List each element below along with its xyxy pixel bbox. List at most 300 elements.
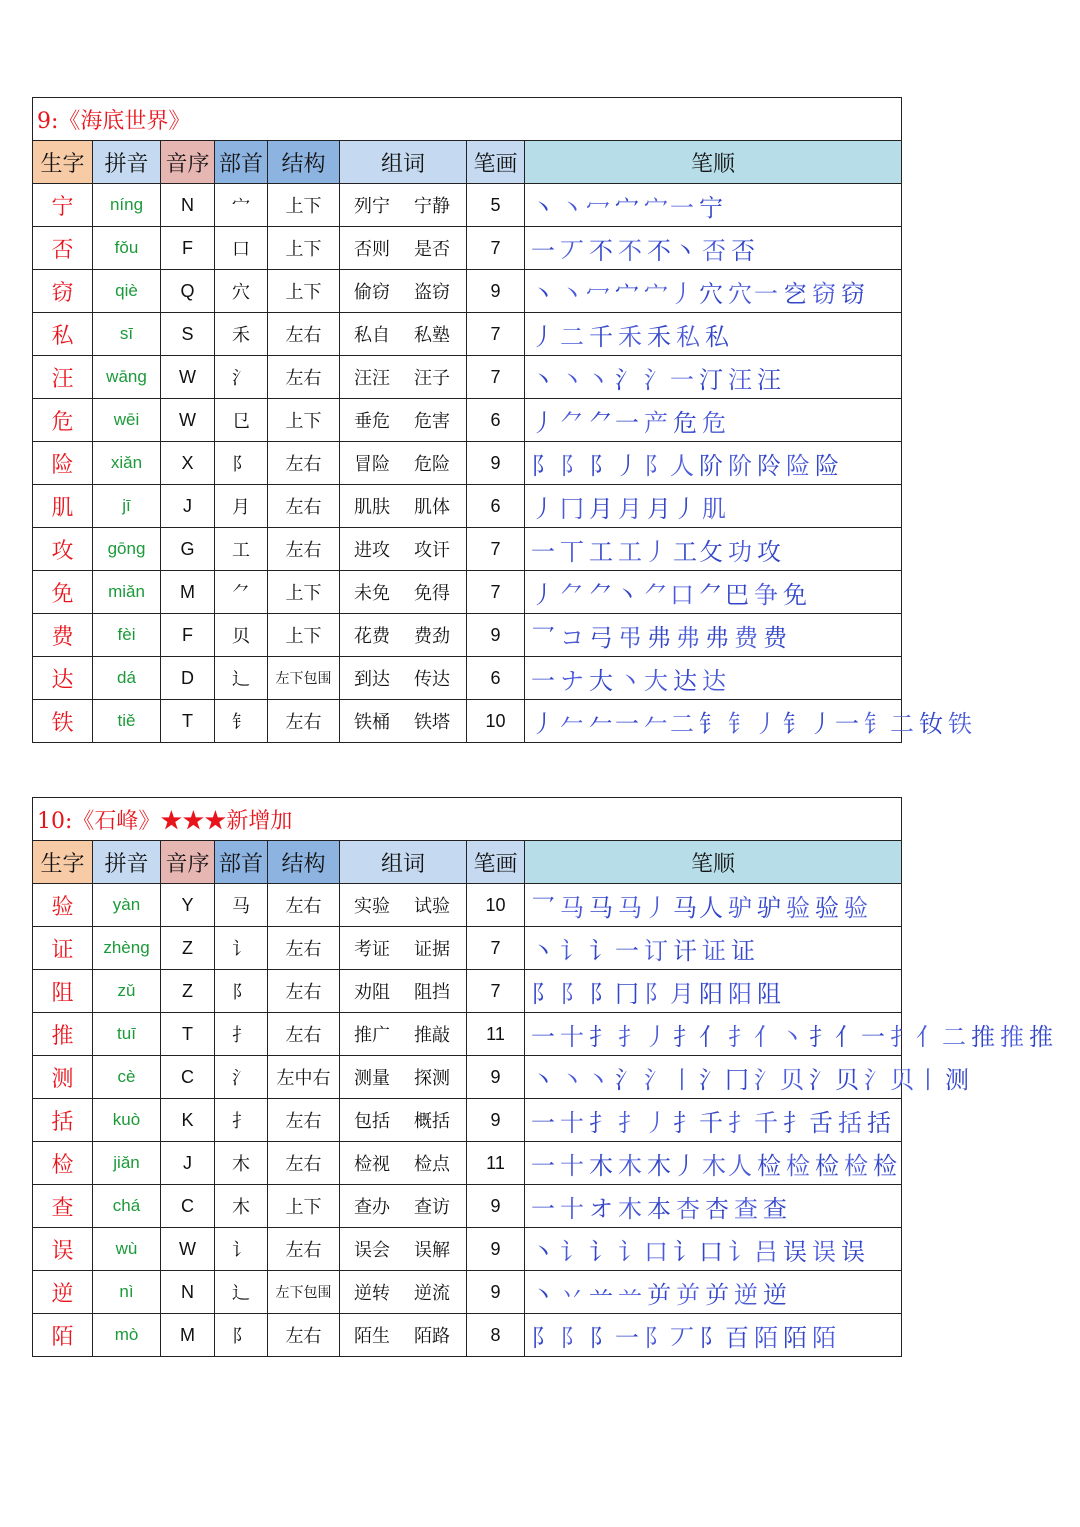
stroke-step: 私 bbox=[705, 322, 731, 351]
header-structure: 结构 bbox=[268, 841, 340, 884]
word-item: 汪汪 bbox=[354, 368, 390, 389]
stroke-step: 逆 bbox=[763, 1280, 789, 1309]
stroke-step: ⺈巴 bbox=[699, 580, 751, 609]
stroke-step: 杏 bbox=[676, 1194, 702, 1223]
word-item: 检视 bbox=[354, 1154, 390, 1175]
count-cell: 9 bbox=[467, 1099, 525, 1142]
stroke-step: 陌 bbox=[783, 1323, 809, 1352]
header-radical: 部首 bbox=[215, 141, 268, 184]
word-item: 偷窃 bbox=[354, 282, 390, 303]
stroke-step: 十 bbox=[560, 1151, 586, 1180]
stroke-step: 䒑 bbox=[618, 1280, 644, 1309]
words-cell bbox=[340, 1142, 467, 1185]
structure-cell: 左右 bbox=[268, 884, 340, 927]
radical-cell: 辶 bbox=[215, 657, 268, 700]
stroke-step: 丿 bbox=[531, 408, 557, 437]
count-cell: 11 bbox=[467, 1142, 525, 1185]
pinyin-cell: sī bbox=[93, 313, 161, 356]
stroke-step: 陌 bbox=[812, 1323, 838, 1352]
count-cell: 9 bbox=[467, 1185, 525, 1228]
pinyin-cell: tuī bbox=[93, 1013, 161, 1056]
stroke-step: 十 bbox=[560, 1022, 586, 1051]
structure-cell: 左右 bbox=[268, 1099, 340, 1142]
header-count: 笔画 bbox=[467, 841, 525, 884]
stroke-step: 推 bbox=[1029, 1022, 1055, 1051]
count-cell: 6 bbox=[467, 657, 525, 700]
stroke-step: 宁 bbox=[699, 193, 725, 222]
char-cell: 证 bbox=[33, 927, 93, 970]
stroke-step: 阝 bbox=[560, 451, 586, 480]
words-cell bbox=[340, 270, 467, 313]
table-row bbox=[33, 442, 902, 485]
count-cell: 8 bbox=[467, 1314, 525, 1357]
radical-cell: 宀 bbox=[215, 184, 268, 227]
stroke-order-cell bbox=[525, 528, 902, 571]
radical-cell: 月 bbox=[215, 485, 268, 528]
stroke-step: 扌亻一 bbox=[809, 1022, 887, 1051]
stroke-step: 陌 bbox=[754, 1323, 780, 1352]
stroke-step: 二 bbox=[560, 322, 586, 351]
stroke-step: 阝 bbox=[560, 1323, 586, 1352]
stroke-step: 一 bbox=[531, 236, 557, 265]
word-item: 推敲 bbox=[414, 1025, 450, 1046]
stroke-step: 铁 bbox=[948, 709, 974, 738]
stroke-step: 扌千 bbox=[728, 1108, 780, 1137]
char-cell: 检 bbox=[33, 1142, 93, 1185]
stroke-step: 阝 bbox=[560, 979, 586, 1008]
word-item: 费劲 bbox=[414, 626, 450, 647]
stroke-step: 钕 bbox=[919, 709, 945, 738]
header-words: 组词 bbox=[340, 841, 467, 884]
structure-cell: 上下 bbox=[268, 184, 340, 227]
radical-cell: 辶 bbox=[215, 1271, 268, 1314]
stroke-step: 穴 bbox=[699, 279, 725, 308]
structure-cell: 上下 bbox=[268, 399, 340, 442]
radical-cell: 木 bbox=[215, 1142, 268, 1185]
header-stroke-order: 笔顺 bbox=[525, 141, 902, 184]
count-cell: 7 bbox=[467, 313, 525, 356]
stroke-step: 讠吕 bbox=[728, 1237, 780, 1266]
stroke-step: 攻 bbox=[757, 537, 783, 566]
word-item: 考证 bbox=[354, 939, 390, 960]
count-cell: 7 bbox=[467, 970, 525, 1013]
stroke-step: 木 bbox=[618, 1194, 644, 1223]
order-cell: Z bbox=[161, 970, 215, 1013]
stroke-step: 丶冖 bbox=[560, 279, 612, 308]
stroke-step: 阻 bbox=[757, 979, 783, 1008]
order-cell: T bbox=[161, 1013, 215, 1056]
stroke-step: 丿 bbox=[531, 709, 557, 738]
radical-cell: 口 bbox=[215, 227, 268, 270]
stroke-step: 危 bbox=[673, 408, 699, 437]
word-item: 查访 bbox=[414, 1197, 450, 1218]
structure-cell: 左右 bbox=[268, 970, 340, 1013]
stroke-step: 逆 bbox=[734, 1280, 760, 1309]
stroke-step: 大 bbox=[589, 666, 615, 695]
header-order: 音序 bbox=[161, 841, 215, 884]
count-cell: 7 bbox=[467, 528, 525, 571]
order-cell: S bbox=[161, 313, 215, 356]
order-cell: W bbox=[161, 399, 215, 442]
radical-cell: 阝 bbox=[215, 1314, 268, 1357]
word-item: 探测 bbox=[414, 1068, 450, 1089]
word-item: 列宁 bbox=[354, 196, 390, 217]
stroke-step: 弗 bbox=[705, 623, 731, 652]
pinyin-cell: xiǎn bbox=[93, 442, 161, 485]
stroke-step: 氵贝 bbox=[754, 1065, 806, 1094]
word-item: 测量 bbox=[354, 1068, 390, 1089]
words-cell bbox=[340, 1099, 467, 1142]
stroke-step: 括 bbox=[838, 1108, 864, 1137]
order-cell: N bbox=[161, 1271, 215, 1314]
stroke-step: 扌亻 bbox=[673, 1022, 725, 1051]
count-cell: 10 bbox=[467, 884, 525, 927]
stroke-step: 否 bbox=[702, 236, 728, 265]
lesson-title: 10:《石峰》★★★新增加 bbox=[33, 798, 902, 841]
words-cell bbox=[340, 485, 467, 528]
stroke-step: 订 bbox=[644, 936, 670, 965]
header-stroke-order: 笔顺 bbox=[525, 841, 902, 884]
header-count: 笔画 bbox=[467, 141, 525, 184]
table-row bbox=[33, 970, 902, 1013]
word-item: 攻讦 bbox=[414, 540, 450, 561]
stroke-step: 费 bbox=[734, 623, 760, 652]
stroke-step: 误 bbox=[812, 1237, 838, 1266]
pinyin-cell: zhèng bbox=[93, 927, 161, 970]
stroke-step: ⺈ bbox=[560, 580, 586, 609]
words-cell bbox=[340, 399, 467, 442]
pinyin-cell: dá bbox=[93, 657, 161, 700]
stroke-step: 丿 bbox=[531, 322, 557, 351]
stroke-step: 穵 bbox=[783, 279, 809, 308]
word-item: 铁塔 bbox=[414, 712, 450, 733]
stroke-step: 驴 bbox=[728, 893, 754, 922]
stroke-step: 千 bbox=[589, 322, 615, 351]
table-row bbox=[33, 313, 902, 356]
stroke-step: 一 bbox=[531, 1151, 557, 1180]
stroke-step: 工丿 bbox=[618, 537, 670, 566]
stroke-step: ナ bbox=[560, 666, 586, 695]
count-cell: 9 bbox=[467, 442, 525, 485]
order-cell: W bbox=[161, 356, 215, 399]
stroke-order-cell bbox=[525, 1056, 971, 1099]
order-cell: G bbox=[161, 528, 215, 571]
stroke-step: 不丶 bbox=[647, 236, 699, 265]
order-cell: X bbox=[161, 442, 215, 485]
stroke-step: 氵贝丨 bbox=[864, 1065, 942, 1094]
stroke-step: 阝百 bbox=[699, 1323, 751, 1352]
char-cell: 私 bbox=[33, 313, 93, 356]
word-item: 盗窃 bbox=[414, 282, 450, 303]
stroke-step: 一 bbox=[531, 1194, 557, 1223]
stroke-step: 扌丿 bbox=[618, 1022, 670, 1051]
words-cell bbox=[340, 1228, 467, 1271]
words-cell bbox=[340, 700, 467, 743]
stroke-step: 工攵 bbox=[673, 537, 725, 566]
stroke-order-cell bbox=[525, 970, 902, 1013]
word-item: 陌路 bbox=[414, 1326, 450, 1347]
order-cell: J bbox=[161, 485, 215, 528]
stroke-step: 争 bbox=[754, 580, 780, 609]
word-item: 查办 bbox=[354, 1197, 390, 1218]
table-row bbox=[33, 927, 902, 970]
stroke-step: 𠂉二 bbox=[644, 709, 696, 738]
count-cell: 9 bbox=[467, 270, 525, 313]
header-char: 生字 bbox=[33, 141, 93, 184]
table-row bbox=[33, 485, 902, 528]
structure-cell: 上下 bbox=[268, 227, 340, 270]
stroke-step: 产 bbox=[644, 408, 670, 437]
stroke-step: 月丿 bbox=[647, 494, 699, 523]
words-cell bbox=[340, 1013, 467, 1056]
radical-cell: 贝 bbox=[215, 614, 268, 657]
stroke-step: 阝人 bbox=[644, 451, 696, 480]
stroke-step: 检 bbox=[873, 1151, 899, 1180]
stroke-step: 丶丶 bbox=[560, 365, 612, 394]
table-row bbox=[33, 1228, 902, 1271]
words-cell bbox=[340, 356, 467, 399]
order-cell: K bbox=[161, 1099, 215, 1142]
stroke-order-cell bbox=[525, 1314, 902, 1357]
pinyin-cell: wēi bbox=[93, 399, 161, 442]
structure-cell: 上下 bbox=[268, 270, 340, 313]
structure-cell: 左右 bbox=[268, 1013, 340, 1056]
table-row bbox=[33, 614, 902, 657]
word-item: 推广 bbox=[354, 1025, 390, 1046]
pinyin-cell: jiǎn bbox=[93, 1142, 161, 1185]
word-item: 垂危 bbox=[354, 411, 390, 432]
structure-cell: 左右 bbox=[268, 1142, 340, 1185]
order-cell: M bbox=[161, 571, 215, 614]
word-item: 到达 bbox=[354, 669, 390, 690]
char-cell: 宁 bbox=[33, 184, 93, 227]
stroke-step: 十 bbox=[560, 1194, 586, 1223]
header-structure: 结构 bbox=[268, 141, 340, 184]
radical-cell: 禾 bbox=[215, 313, 268, 356]
header-radical: 部首 bbox=[215, 841, 268, 884]
pinyin-cell: qiè bbox=[93, 270, 161, 313]
order-cell: Q bbox=[161, 270, 215, 313]
char-cell: 验 bbox=[33, 884, 93, 927]
structure-cell: 左下包围 bbox=[268, 657, 340, 700]
lesson-table-9 bbox=[32, 97, 974, 743]
stroke-step: 木人 bbox=[702, 1151, 754, 1180]
char-cell: 查 bbox=[33, 1185, 93, 1228]
stroke-step: 弔 bbox=[618, 623, 644, 652]
order-cell: D bbox=[161, 657, 215, 700]
lesson-table-10 bbox=[32, 797, 1055, 1357]
table-row bbox=[33, 700, 902, 743]
word-item: 私自 bbox=[354, 325, 390, 346]
stroke-step: 括 bbox=[867, 1108, 893, 1137]
order-cell: F bbox=[161, 227, 215, 270]
stroke-order-cell bbox=[525, 1142, 902, 1185]
stroke-step: 乛 bbox=[531, 623, 557, 652]
stroke-step: 月 bbox=[589, 494, 615, 523]
stroke-step: 阝冂 bbox=[589, 979, 641, 1008]
stroke-step: 扌 bbox=[589, 1022, 615, 1051]
order-cell: T bbox=[161, 700, 215, 743]
word-item: 冒险 bbox=[354, 454, 390, 475]
structure-cell: 左中右 bbox=[268, 1056, 340, 1099]
word-item: 汪子 bbox=[414, 368, 450, 389]
radical-cell: ⺈ bbox=[215, 571, 268, 614]
stroke-step: 宀 bbox=[615, 193, 641, 222]
stroke-step: 阝 bbox=[531, 451, 557, 480]
structure-cell: 左右 bbox=[268, 700, 340, 743]
stroke-step: 不 bbox=[618, 236, 644, 265]
radical-cell: 氵 bbox=[215, 356, 268, 399]
stroke-step: 屰 bbox=[647, 1280, 673, 1309]
stroke-step: 达 bbox=[702, 666, 728, 695]
structure-cell: 上下 bbox=[268, 614, 340, 657]
stroke-step: 氵 bbox=[615, 365, 641, 394]
stroke-step: 扌舌 bbox=[783, 1108, 835, 1137]
stroke-step: コ bbox=[560, 623, 586, 652]
word-item: 传达 bbox=[414, 669, 450, 690]
stroke-step: 一 bbox=[531, 1022, 557, 1051]
radical-cell: 木 bbox=[215, 1185, 268, 1228]
stroke-step: 阶 bbox=[728, 451, 754, 480]
count-cell: 9 bbox=[467, 614, 525, 657]
char-cell: 攻 bbox=[33, 528, 93, 571]
stroke-step: 屰 bbox=[705, 1280, 731, 1309]
table-row bbox=[33, 1013, 902, 1056]
stroke-step: 讦 bbox=[673, 936, 699, 965]
header-order: 音序 bbox=[161, 141, 215, 184]
stroke-step: 月 bbox=[618, 494, 644, 523]
table-row bbox=[33, 1142, 902, 1185]
pinyin-cell: mò bbox=[93, 1314, 161, 1357]
stroke-step: 阝丆 bbox=[644, 1323, 696, 1352]
pinyin-cell: miǎn bbox=[93, 571, 161, 614]
structure-cell: 左右 bbox=[268, 528, 340, 571]
header-pinyin: 拼音 bbox=[93, 141, 161, 184]
stroke-step: 杏 bbox=[705, 1194, 731, 1223]
stroke-step: 讠 bbox=[589, 1237, 615, 1266]
stroke-step: 危 bbox=[702, 408, 728, 437]
stroke-step: 阝丿 bbox=[589, 451, 641, 480]
stroke-step: 误 bbox=[783, 1237, 809, 1266]
stroke-step: 扌亻丶 bbox=[728, 1022, 806, 1051]
stroke-step: 查 bbox=[734, 1194, 760, 1223]
char-cell: 铁 bbox=[33, 700, 93, 743]
char-cell: 达 bbox=[33, 657, 93, 700]
stroke-step: 冂 bbox=[560, 494, 586, 523]
order-cell: C bbox=[161, 1056, 215, 1099]
stroke-order-cell bbox=[525, 884, 902, 927]
stroke-order-cell bbox=[525, 571, 902, 614]
stroke-order-cell bbox=[525, 614, 902, 657]
word-item: 是否 bbox=[414, 239, 450, 260]
words-cell bbox=[340, 313, 467, 356]
stroke-step: 钅二 bbox=[864, 709, 916, 738]
table-row bbox=[33, 571, 902, 614]
stroke-step: 驴 bbox=[757, 893, 783, 922]
order-cell: W bbox=[161, 1228, 215, 1271]
word-item: 免得 bbox=[414, 583, 450, 604]
radical-cell: 讠 bbox=[215, 927, 268, 970]
word-item: 试验 bbox=[414, 896, 450, 917]
stroke-step: 阝一 bbox=[589, 1323, 641, 1352]
structure-cell: 左右 bbox=[268, 442, 340, 485]
stroke-step: 𠂉 bbox=[560, 709, 586, 738]
stroke-step: 弗 bbox=[676, 623, 702, 652]
stroke-step: 达 bbox=[673, 666, 699, 695]
radical-cell: 阝 bbox=[215, 970, 268, 1013]
stroke-step: 氵 bbox=[615, 1065, 641, 1094]
header-char: 生字 bbox=[33, 841, 93, 884]
stroke-step: 马人 bbox=[673, 893, 725, 922]
words-cell bbox=[340, 884, 467, 927]
word-item: 逆转 bbox=[354, 1283, 390, 1304]
stroke-step: 丶 bbox=[531, 193, 557, 222]
table-row bbox=[33, 1185, 902, 1228]
stroke-step: 丷 bbox=[560, 1280, 586, 1309]
words-cell bbox=[340, 657, 467, 700]
stroke-step: 扌 bbox=[589, 1108, 615, 1137]
word-item: 宁静 bbox=[414, 196, 450, 217]
stroke-step: 肌 bbox=[702, 494, 728, 523]
radical-cell: 扌 bbox=[215, 1013, 268, 1056]
stroke-step: 马丿 bbox=[618, 893, 670, 922]
word-item: 未免 bbox=[354, 583, 390, 604]
table-row bbox=[33, 270, 902, 313]
order-cell: Y bbox=[161, 884, 215, 927]
stroke-step: 氵冂 bbox=[699, 1065, 751, 1094]
stroke-order-cell bbox=[525, 184, 902, 227]
word-item: 铁桶 bbox=[354, 712, 390, 733]
stroke-step: 汀 bbox=[699, 365, 725, 394]
stroke-step: 丶大 bbox=[618, 666, 670, 695]
pinyin-cell: yàn bbox=[93, 884, 161, 927]
stroke-step: ⺈一 bbox=[589, 408, 641, 437]
word-item: 误解 bbox=[414, 1240, 450, 1261]
pinyin-cell: cè bbox=[93, 1056, 161, 1099]
stroke-step: 禾 bbox=[618, 322, 644, 351]
pinyin-cell: nì bbox=[93, 1271, 161, 1314]
word-item: 证据 bbox=[414, 939, 450, 960]
words-cell bbox=[340, 614, 467, 657]
pinyin-cell: wù bbox=[93, 1228, 161, 1271]
pinyin-cell: wāng bbox=[93, 356, 161, 399]
stroke-step: 窃 bbox=[841, 279, 867, 308]
char-cell: 肌 bbox=[33, 485, 93, 528]
word-item: 包括 bbox=[354, 1111, 390, 1132]
stroke-step: 丶 bbox=[531, 1280, 557, 1309]
stroke-step: 丶冖 bbox=[560, 193, 612, 222]
stroke-step: 验 bbox=[786, 893, 812, 922]
table-row bbox=[33, 884, 902, 927]
char-cell: 险 bbox=[33, 442, 93, 485]
stroke-step: 讠一 bbox=[589, 936, 641, 965]
structure-cell: 左下包围 bbox=[268, 1271, 340, 1314]
stroke-step: 证 bbox=[702, 936, 728, 965]
stroke-order-cell bbox=[525, 485, 902, 528]
stroke-step: 验 bbox=[815, 893, 841, 922]
stroke-step: 阳 bbox=[699, 979, 725, 1008]
words-cell bbox=[340, 1314, 467, 1357]
stroke-step: 证 bbox=[731, 936, 757, 965]
stroke-step: 丶 bbox=[531, 1237, 557, 1266]
stroke-step: 阳 bbox=[728, 979, 754, 1008]
structure-cell: 左右 bbox=[268, 1314, 340, 1357]
table-row bbox=[33, 184, 902, 227]
word-item: 误会 bbox=[354, 1240, 390, 1261]
stroke-step: 丿 bbox=[531, 580, 557, 609]
stroke-step: 氵一 bbox=[644, 365, 696, 394]
words-cell bbox=[340, 227, 467, 270]
